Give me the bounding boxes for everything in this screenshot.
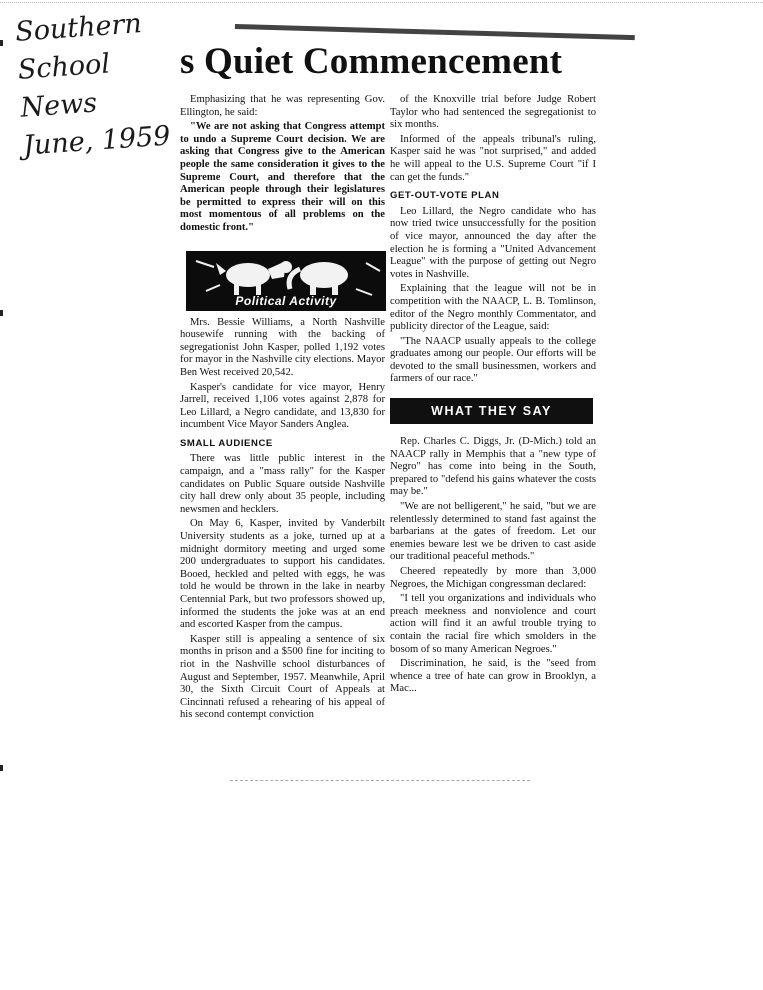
scan-edge-mark (0, 40, 3, 46)
annotation-line: News (19, 87, 99, 124)
clipping-top-rule (235, 24, 635, 40)
paragraph: Cheered repeatedly by more than 3,000 Negroes, the Michigan congressman declared: (390, 566, 596, 590)
scan-edge-dotted (0, 2, 763, 3)
paragraph: Mrs. Bessie Williams, a North Nashville housewife running with the backing of segregationist John Kasper, polled 1,192 votes for mayor in the Nashville city elections. Mayor Ben West received 20,542. (180, 316, 385, 378)
scan-edge-mark (0, 310, 3, 316)
paragraph: of the Knoxville trial before Judge Robert Taylor who had sentenced the segregationist to six months. (390, 94, 596, 131)
article-headline: s Quiet Commencement (180, 41, 563, 82)
paragraph: Informed of the appeals tribunal's ruling, Kasper said he was "not surprised," and added he will appeal to the U.S. Supreme Court "if I can get the funds." (390, 133, 596, 183)
annotation-line: June, 1959 (22, 120, 172, 162)
paragraph: Kasper's candidate for vice mayor, Henry Jarrell, received 1,106 votes against 2,878 for Leo Lillard, a Negro candidate, and 13,830 for incumbent Vice Mayor Sanders Anglea. (180, 381, 385, 431)
paragraph: Rep. Charles C. Diggs, Jr. (D-Mich.) told an NAACP rally in Memphis that a "new type of Negro" has come into being in the South, prepared to "defend his gains whatever the costs may be." (390, 436, 596, 498)
political-activity-logo (186, 251, 386, 311)
logo-caption: Political Activity (235, 293, 337, 308)
subheading: GET-OUT-VOTE PLAN (390, 190, 500, 202)
paragraph: On May 6, Kasper, invited by Vanderbilt University students as a joke, turned up at a midnight dormitory meeting and urged some 200 undergraduates to support his candidates. Booed, heckled and pelted with eggs, he was told he would be thrown in the lake in nearby Centennial Park, but two professors showed up, informed the students the joke was at an end and escorted Kasper from the campus. (180, 518, 385, 631)
paragraph: Explaining that the league will not be in competition with the NAACP, L. B. Tomlinson, editor of the Negro monthly Commentator, and publicity director of the League, said: (390, 283, 596, 333)
paragraph: Kasper still is appealing a sentence of six months in prison and a $500 fine for inciting to riot in the Nashville school disturbances of August and September, 1957. Meanwhile, April 30, the Sixth Circuit Court of Appeals at Cincinnati refused a rehearing of his appeal of his second contempt conviction (180, 633, 385, 721)
paragraph: Leo Lillard, the Negro candidate who has now tried twice unsuccessfully for the position of vice mayor, announced the day after the election he is forming a "United Advancement League" with the purpose of getting out Negro votes in Nashville. (390, 205, 596, 280)
handwritten-annotation (14, 2, 194, 165)
paragraph: "We are not belligerent," he said, "but we are relentlessly determined to stand fast against the barbarians at the gates of freedom. Let our enemies beware lest we be driven to cast aside our traditional peaceful methods." (390, 501, 596, 563)
annotation-line: School (16, 48, 111, 86)
subheading: SMALL AUDIENCE (180, 437, 273, 449)
clipping-bottom-edge (230, 780, 530, 797)
paragraph: "I tell you organizations and individuals who preach meekness and nonviolence and court action will find it an awful trouble trying to contain the racial fire which smolders in the bosom of so many American Negroes." (390, 593, 596, 655)
annotation-line: Southern (14, 8, 143, 48)
article-column-right (390, 94, 596, 698)
paragraph: Emphasizing that he was representing Gov. Ellington, he said: (180, 94, 385, 118)
paragraph: "The NAACP usually appeals to the college graduates among our people. Our efforts will be devoted to the small businessmen, workers and farmers of our race." (390, 335, 596, 385)
paragraph: Discrimination, he said, is the "seed from whence a tree of hate can grow in Brooklyn, a Mac... (390, 658, 596, 695)
scan-edge-mark (0, 765, 3, 771)
paragraph: There was little public interest in the campaign, and a "mass rally" for the Kasper candidates on Public Square outside Nashville city hall drew only about 35 people, including newsmen and hecklers. (180, 453, 385, 515)
what-they-say-banner: WHAT THEY SAY (390, 398, 593, 424)
article-column-left (180, 94, 385, 724)
paragraph: "We are not asking that Congress attempt to undo a Supreme Court decision. We are asking that Congress give to the American people the same consideration it gives to the Supreme Court, and therefore that the American people through their legislatures be permitted to express their will on this most momentous of all problems on the domestic front." (180, 121, 385, 233)
